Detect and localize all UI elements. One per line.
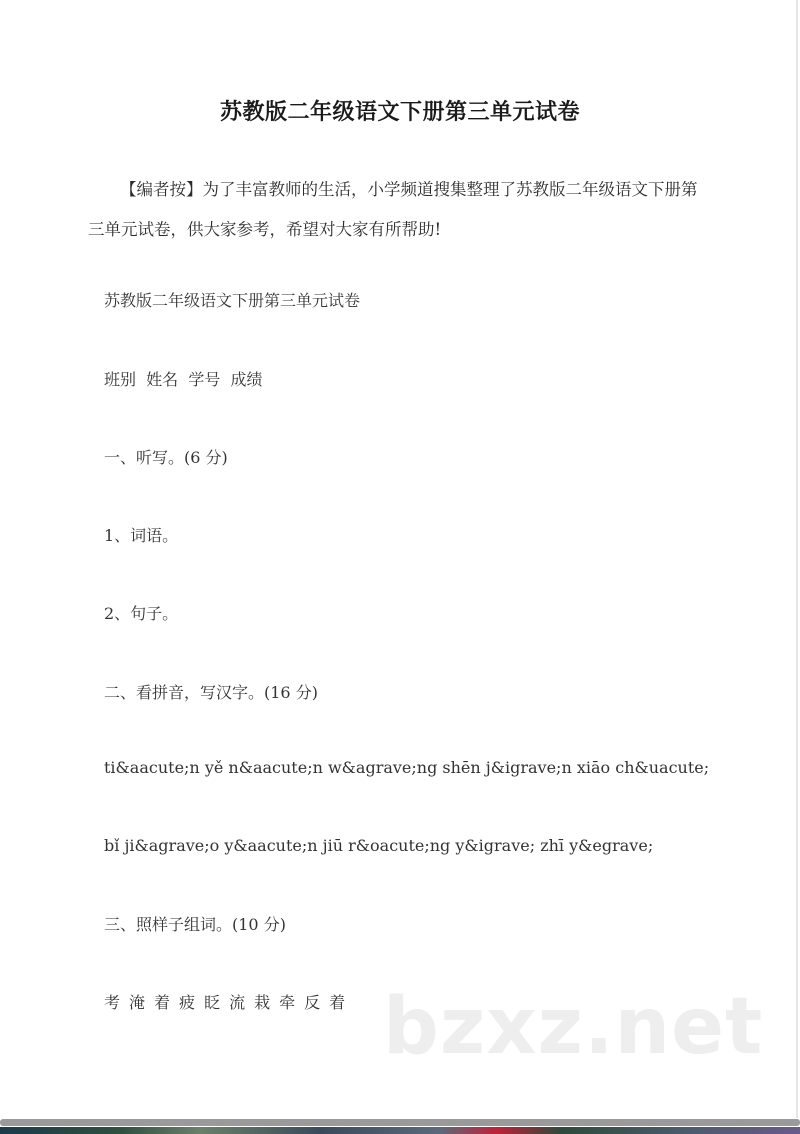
character: 着 [154, 993, 171, 1012]
editor-note: 【编者按】为了丰富教师的生活，小学频道搜集整理了苏教版二年级语文下册第三单元试卷，供大家参考，希望对大家有所帮助! [88, 180, 698, 239]
pinyin-line-2: bǐ ji&agrave;o y&aacute;n jiū r&oacute;ng y&igrave; zhī y&egrave; [104, 836, 654, 855]
section-1-heading: 一、听写。(6 分) [104, 448, 228, 467]
character: 考 [104, 993, 121, 1012]
section-1-item-1: 1、词语。 [104, 526, 179, 545]
horizontal-scrollbar[interactable] [0, 1119, 800, 1126]
character: 栽 [254, 993, 271, 1012]
pinyin-line-1: ti&aacute;n yě n&aacute;n w&agrave;ng shēn j&igrave;n xiāo ch&uacute; [104, 758, 710, 777]
background-image-strip [0, 1127, 800, 1134]
character: 流 [229, 993, 246, 1012]
section-1-item-2: 2、句子。 [104, 604, 179, 623]
character: 淹 [129, 993, 146, 1012]
exam-subtitle: 苏教版二年级语文下册第三单元试卷 [104, 291, 361, 310]
section-2-heading: 二、看拼音，写汉字。(16 分) [104, 683, 318, 702]
character: 疲 [179, 993, 196, 1012]
watermark: bzxz.net [383, 982, 764, 1072]
character: 牵 [279, 993, 296, 1012]
character: 反 [304, 993, 321, 1012]
character-list [104, 990, 354, 1013]
character: 眨 [204, 993, 221, 1012]
document-title: 苏教版二年级语文下册第三单元试卷 [219, 100, 580, 125]
student-info-line: 班别 姓名 学号 成绩 [104, 370, 263, 389]
character: 着 [329, 993, 346, 1012]
section-3-heading: 三、照样子组词。(10 分) [104, 915, 286, 934]
